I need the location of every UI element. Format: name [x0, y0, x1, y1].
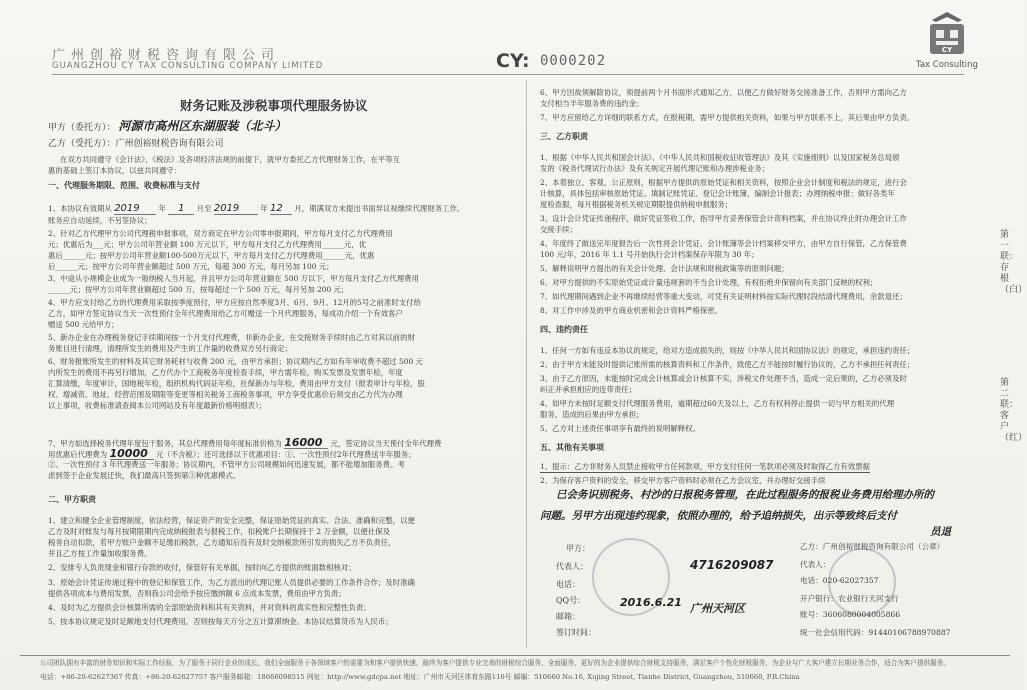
section-2-title: 二、甲方职责 — [48, 494, 96, 504]
breach-l7: 5、乙方对上述责任事项享有最终的说明解释权。 — [540, 424, 700, 433]
clause-4-l1: 4、甲方应支付给乙方的代理费用采取按季度预付，甲方应按自然季度3月、6月、9月、12月的5号之前准时支付给 — [48, 298, 421, 307]
duty-a-l2: 乙方及时对账发与每月按期限期内完成纳税报表与报税工作，扣税账户长期保持于 2 万金额，以便社保及 — [48, 527, 390, 536]
sign-a-qq-label: QQ号： — [556, 596, 586, 605]
sign-b-account: 账号：3606080004005866 — [800, 610, 901, 619]
clause-6-l1: 6、财务报账所发生的材料及其它财务耗材与收费 200 元，由甲方承担；协议期内乙方如有年审收费不超过 500 元 — [48, 357, 423, 366]
handwritten-note-2: 问题。另甲方出现违约现象，依照办理的，给予追纳损失，出示等致终后支付 — [540, 510, 897, 522]
clause-6-l4: 权、增减资、地址、经营范围及期限等变更等相关税务工商税务事项，甲方享受优惠价后须交由乙方代为办理 — [48, 390, 403, 399]
section-1-title: 一、代理服务期限、范围、收费标准与支付 — [48, 180, 200, 190]
serial-prefix: CY: — [496, 50, 530, 72]
clause-2-l1: 2、针对乙方代理甲方公司代理税申报事项，双方商定在甲方公司零申报期间，甲方每月支付乙方代理费用 — [48, 229, 393, 238]
handwritten-note-3: 员退 — [930, 526, 951, 538]
party-a-handwritten: 河源市高州区东湖服装（北斗） — [118, 119, 287, 133]
sign-b-tel: 电话：020-62027357 — [800, 576, 879, 585]
copy-label-customer: 第二联：客户（红） — [1000, 378, 1027, 443]
breach-l5: 4、如甲方未按时足额支付代理服务费用，逾期超过60天及以上，乙方有权利停止提供一切与甲方相关的代理 — [540, 399, 895, 408]
copy-label-stub: 第一联：存根（白） — [1000, 230, 1027, 295]
notice-l2: 2、为保存客户资料的安全，移交甲方客户资料时必须在乙方会议室，并办理好交接手续 — [540, 476, 826, 485]
section-3-title: 三、乙方职责 — [540, 131, 588, 141]
breach-l1: 1、任何一方如有违反本协议的规定，给对方造成损失的，则按《中华人民共和国协议法》的规定，承担违约责任； — [540, 346, 915, 355]
footer-intro: 公司团队拥有丰富的财务知识和实际工作经验，为了服务于同行企业的成长，我们全面服务于各领域客户的需要为和客户提供快速，最终为客户提供专业完善的财税综合服务，全面服务，更好的为企业提供综合财税支持服务，满足客户个性化财税服务，为企业与广大客户建立长期业务合作，适合为客户提供服务。 — [40, 659, 950, 667]
clause-7-l2: 用优惠后代理费为 10000 元（不含税）；还可选择以下优惠项目：①、一次性预付2年代理费送半年服务； — [48, 447, 416, 460]
clause-6-l2: 内所发生的费用不再另行增加，乙方代办个工商税务年度检查手续，甲方需年检，购买发票及发票年检，年度 — [48, 368, 403, 377]
breach-l4: 纠正并承担相应的连带责任； — [540, 385, 637, 394]
clause-7-l3: ②、一次性预付 3 年代理费送一年服务；协议期内，不管甲方公司规模如何迅速发展，都不能增加服务费。考 — [48, 460, 405, 469]
sign-place-handwritten: 广州天河区 — [690, 602, 745, 615]
duty-a-l9: 5、按本协议规定及时足额地支付代理费用，否则按每天万分之五计算滞纳金。本协议结算货币为人民币； — [48, 617, 393, 626]
duty-b-l2: 发的《税务代理试行办法》及有关规定开展代理记账和办理涉税业务； — [540, 164, 770, 173]
start-year-handwritten: 2019 — [114, 204, 156, 215]
duty-b-l13: 8、对工作中涉及的甲方商业机密和会计资料严格保密。 — [540, 306, 723, 315]
clause-7-l4: 虑到签于企业发展迁快，我们最高只签到第③种优惠模式。 — [48, 471, 241, 480]
section-5-title: 五、其他有关事项 — [540, 442, 604, 452]
duty-a-r1: 6、甲方因故须解除协议，须提前两个月书面形式通知乙方，以便乙方做好财务交接准备工作，否则甲方需向乙方 — [540, 88, 907, 97]
clause-3-l1: 3、中途从小规模企业成为一般纳税人当月起，并且甲方公司年营业额在 500 万以下，甲方每月支付乙方代理费用 — [48, 274, 419, 283]
duty-b-l9: 100 元/年，2016 年 1.1 号开始执行会计档案保存年限为 30 年； — [540, 250, 759, 259]
duty-b-l11: 6、对甲方提供的不实原始凭证或计量违规套的不当会计处理，有权拒绝并保留向有关部门反映的权利； — [540, 278, 878, 287]
breach-l3: 3、由于乙方原因，未能按时完成会计核算或会计核算不实，涉税文件处理不当，造成一定后果的，乙方必须及时 — [540, 374, 907, 383]
clause-4-l3: 赠送 500 元给甲方； — [48, 320, 119, 329]
duty-a-l6: 3、原始会计凭证传递过程中的登记和保管工作，为乙方派出的代理记账人员提供必要的工作条件合作；及时准确 — [48, 578, 415, 587]
duty-b-l12: 7、如代理期间遇到企业不再继续经营等重大变动，可凭有关证明材料按实际代理时段结清代理费用，余款退还； — [540, 292, 907, 301]
duty-a-l7: 提供各项成本与费用发票，否则我公司会给予按应缴纳额 6 点成本发票，费用由甲方负责； — [48, 589, 346, 598]
duty-b-l1: 1、根据《中华人民共和国会计法》、《中华人民共和国税收征收管理法》及其《实施细则》以及国家税务总局颁 — [540, 153, 900, 162]
sign-a-tel-label: 电话： — [556, 580, 580, 589]
preamble-line-1: 在双方共同遵守《会计法》、《税法》及各项经济法规的前提下，就甲方委托乙方代理财务工作，在平等互 — [60, 155, 400, 164]
clause-5-l1: 5、新办企业在办理税务登记手续期间按一个月支付代理费，非新办企业，在交接财务手续时由乙方对其以前的财 — [48, 333, 415, 342]
sign-a-label: 甲方： — [566, 544, 590, 553]
discount-fee-handwritten: 10000 — [110, 449, 154, 460]
term-clause: 1、本协议有效期从 2019 年 1 月至 2019 年 12 月，期满双方未提出书面异议视继续代理财务工作。 — [48, 203, 465, 214]
logo-caption: Tax Consulting — [916, 60, 978, 70]
party-a-phone-handwritten: 4716209087 — [690, 558, 774, 572]
company-name-en: GUANGZHOU CY TAX CONSULTING COMPANY LIMITED — [52, 61, 324, 71]
section-4-title: 四、违约责任 — [540, 324, 588, 334]
duty-a-l5: 2、安排专人负责现金和银行存款的收付，保管好有关单据，按时向乙方提供的账面数相核对； — [48, 563, 356, 572]
duty-b-l3: 2、本着独立、客观、公正原则，根据甲方提供的原始凭证和相关资料，按照企业会计制度和税法的规定，进行会 — [540, 178, 907, 187]
sign-b-credit-code: 统一社会信用代码：91440106788970887 — [800, 628, 951, 637]
header-rule — [52, 74, 964, 75]
party-a-label: 甲方（委托方）： — [48, 123, 116, 133]
duty-a-l3: 税务自动扣款，若甲方账户金额不足缴扣税款，乙方通知后没有及时交纳税款所引发的损失乙方不负责任， — [48, 538, 396, 547]
svg-text:CY: CY — [941, 46, 953, 54]
sign-b-rep-label: 代表人： — [800, 560, 831, 569]
duty-b-l6: 3、设计会计凭证传递程序，做好凭证签收工作，指导甲方妥善保管会计资料档案，并在协议终止时办理会计工作 — [540, 214, 907, 223]
handwritten-note-1: 已会务识别税务、村沙的日报税务管理，在此过程服务的报税业务费用给理办所的 — [556, 489, 934, 501]
clause-2-l3: 惠后______元；按甲方公司年营业额100-500万元以下，甲方每月支付乙方代理费用______元，优惠 — [48, 251, 375, 260]
preamble-line-2: 惠的基础上签订本协议，以兹共同遵守： — [48, 166, 182, 175]
duty-b-l8: 4、年度终了做送完年度报告后一次性将会计凭证、会计账簿等会计档案移交甲方，由甲方自行保管，乙方保管费 — [540, 239, 907, 248]
annual-fee-handwritten: 16000 — [284, 438, 328, 449]
clause-7-l1: 7、甲方如选择税务代理年度包干服务，其总代理费用每年度标准价格为 16000 元，签定协议当天预付全年代理费 — [48, 436, 442, 449]
breach-l2: 2、由于甲方未能及时提供记账所需的核算资料和工作条件，致使乙方不能按时履行协议的，乙方不承担任何责任； — [540, 360, 915, 369]
column-divider — [526, 80, 527, 648]
clause-6-l3: 汇算清缴，年度审计，国地税年检，组织机构代码证年检，社保新办与年检，费用由甲方支付（报表审计与年检，股 — [48, 379, 425, 388]
clause-2-l2: 元；优惠后为___元；甲方公司年营业额 100 万元以下，甲方每月支付乙方代理费用______元，优 — [48, 240, 367, 249]
duty-b-l7: 交接手续； — [540, 225, 577, 234]
breach-l6: 服务，造成的后果由甲方承担； — [540, 410, 644, 419]
end-year-handwritten: 2019 — [214, 204, 258, 215]
clause-4-l2: 乙方，如甲方签定协议当天一次性预付全年代理费用给乙方可赠送一个月代理服务，每成功介绍一个有效客户 — [48, 309, 403, 318]
sign-date-handwritten: 2016.6.21 — [620, 596, 682, 609]
end-month-handwritten: 12 — [270, 204, 292, 215]
clause-6-l5: 以上事项，收费标准请查阅本公司网站及有年度最新价格明细表）； — [48, 401, 267, 410]
company-name-cn: 广州创裕财税咨询有限公司 — [52, 48, 281, 63]
party-a-row — [48, 121, 286, 133]
duty-b-l5: 度检查服，每月根据税务机关规定期限提供纳税申报服务； — [540, 200, 733, 209]
duty-b-l10: 5、解释说明甲方提出的有关会计处理、会计法规和财税政策等的原则问题； — [540, 264, 789, 273]
sign-a-email-label: 邮箱： — [556, 612, 580, 621]
sign-b-bank: 开户银行：农业银行天河支行 — [800, 594, 899, 603]
duty-a-l4: 并且乙方按工作量加收服务费。 — [48, 549, 152, 558]
clause-2-l4: 后______元；按甲方公司年营业额超过 500 万元，每超 300 万元，每月另加 100 元； — [48, 262, 334, 271]
duty-b-l4: 计核算，具体包括审核原始凭证、填制记账凭证、登记会计账簿，编制会计报表；办理纳税申报；做好各类年 — [540, 189, 895, 198]
footer-contact: 电话：+86-20-62627367 传真：+86-20-62627757 客户服务邮箱：18666098515 网址：http://www.gdcpa.net 地址：广州市天河区体育东路116号 邮编：510660 No.16, Xujing Street, Tianhe District, Guangzhou, 510660, P.R.China — [40, 673, 800, 681]
duty-a-r3: 7、甲方应留给乙方详细的联系方式，在报税期，需甲方提供相关资料，如果与甲方联系不上，其后果由甲方负责。 — [540, 113, 915, 122]
duty-a-l1: 1、建立和健全企业管理制度，依法经营，保证资产的安全完整，保证原始凭证的真实、合法、准确和完整，以便 — [48, 516, 415, 525]
duty-a-r2: 支付相当半年服务费的违约金； — [540, 99, 644, 108]
sign-a-rep-label: 代表人： — [556, 562, 588, 571]
notice-l1: 1、提示：乙方非财务人员禁止接收甲方任何款项，甲方支付任何一笔款项必须及时取得乙方有效票据 — [540, 462, 870, 471]
footer-rule — [20, 655, 1010, 656]
clause-5-l2: 务账目进行清理，清理所发生的费用及产生的工作量的收费双方另行商定； — [48, 344, 292, 353]
term-clause-cont: 账务应自动延续，不另签协议； — [48, 216, 152, 225]
party-b-row: 乙方（受托方）：广州创裕财税咨询有限公司 — [48, 139, 224, 149]
clause-3-l2: ______元；按甲方公司年营业额超过 500 万，按每超过一个 500 万元，每月另加 200 元； — [48, 285, 349, 294]
start-month-handwritten: 1 — [168, 204, 194, 215]
serial-number: 0000202 — [540, 53, 607, 69]
duty-a-l8: 4、及时为乙方提供会计核算所需的全部原始资料和其有关资料，并对资料的真实性和完整性负责； — [48, 603, 371, 612]
document-title: 财务记账及涉税事项代理服务协议 — [180, 98, 368, 113]
sign-date-label: 签订时间： — [556, 628, 596, 637]
sign-b-label: 乙方：广州创裕财税咨询有限公司（公章） — [800, 542, 945, 551]
